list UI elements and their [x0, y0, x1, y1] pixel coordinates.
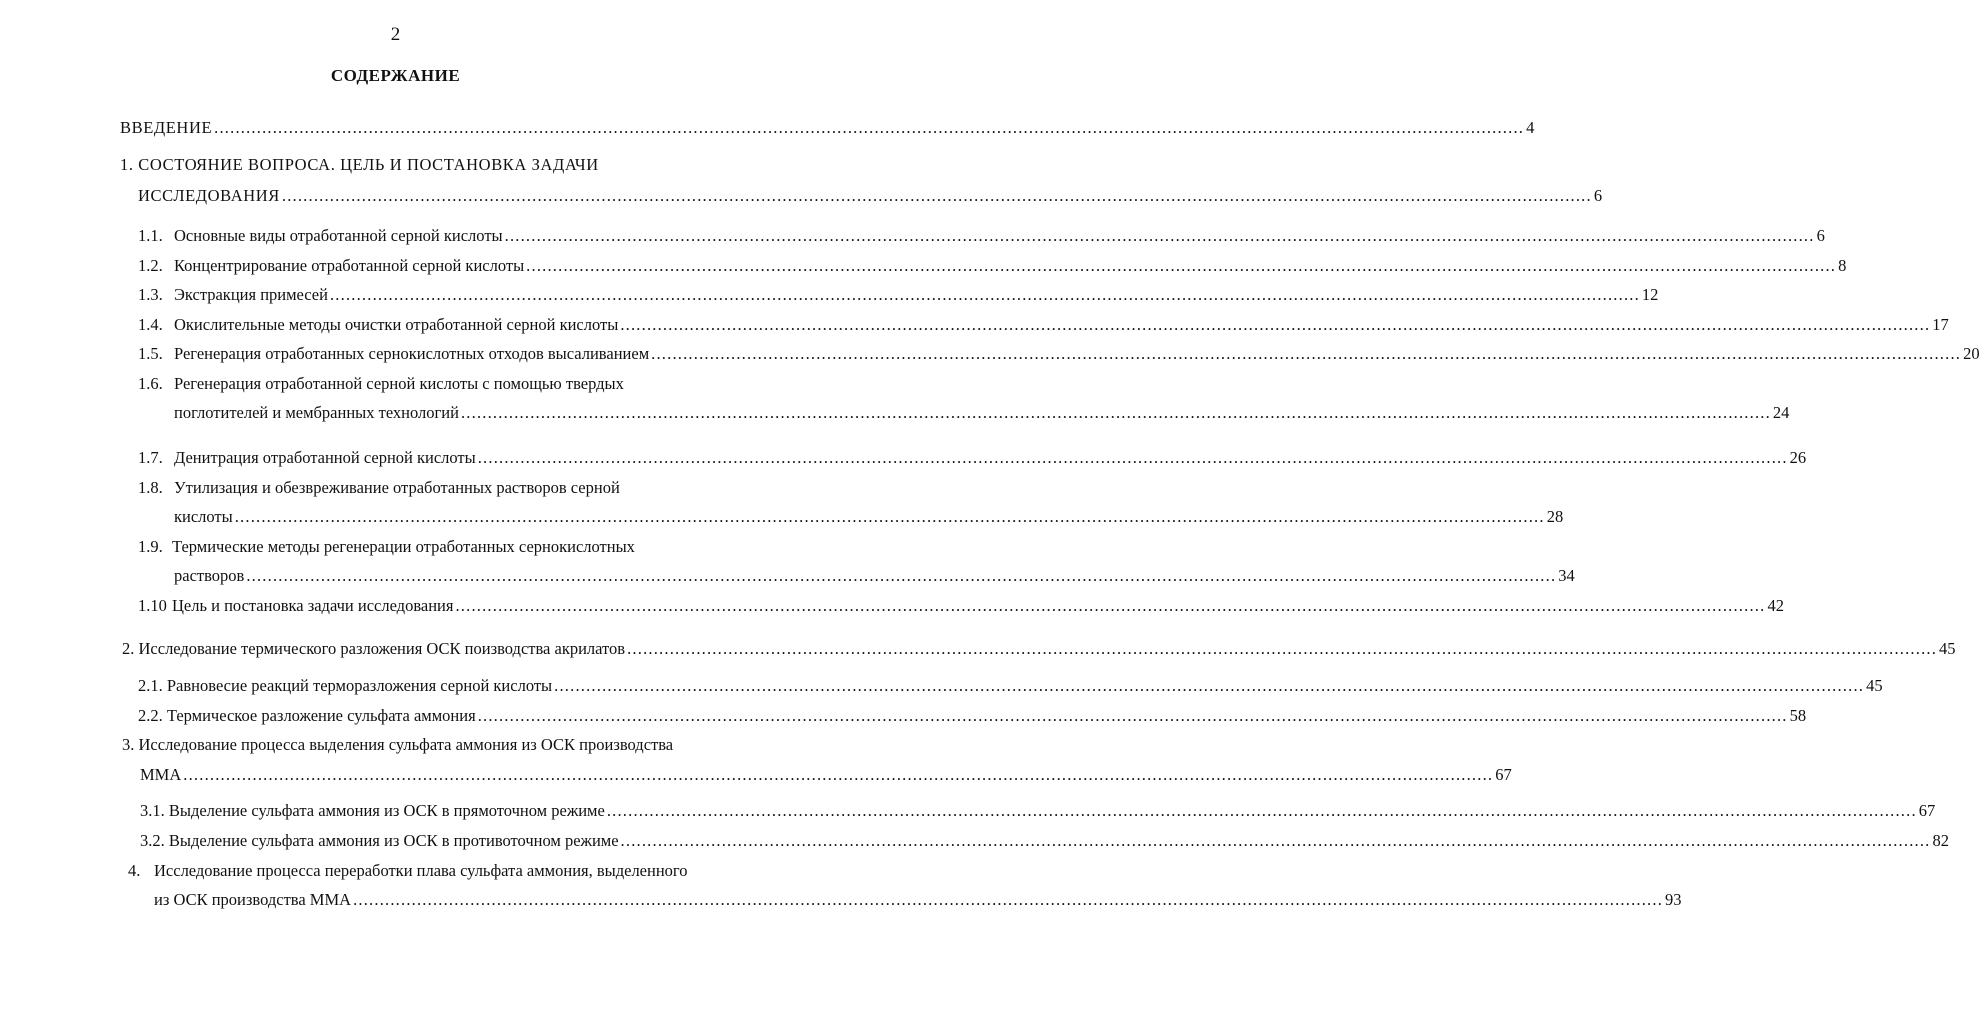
- toc-entry-label: Регенерация отработанной серной кислоты с помощью твердых: [174, 374, 624, 393]
- toc-entry-s3-2: [140, 831, 1949, 853]
- toc-entry-label: Окислительные методы очистки отработанной серной кислоты: [174, 315, 619, 334]
- toc-entry-s1-6-line1: [138, 374, 713, 396]
- toc-entry-number: 1.8.: [138, 478, 163, 497]
- toc-entry-number: 1.7.: [138, 448, 163, 467]
- toc-entry-s1-line2: [138, 186, 1603, 208]
- toc-entry-label: Денитрация отработанной серной кислоты: [174, 448, 476, 467]
- toc-entry-number: 1.6.: [138, 374, 163, 393]
- toc-entry-label: 2.1. Равновесие реакций терморазложения серной кислоты: [138, 676, 553, 695]
- dot-leader: ......................................................................................................................................................................................................................................................: [455, 596, 1766, 615]
- toc-entry-label: из ОСК производства ММА: [154, 890, 352, 909]
- toc-entry-page: 34: [1558, 566, 1575, 585]
- toc-entry-label: ИССЛЕДОВАНИЯ: [138, 186, 280, 205]
- toc-entry-s1-10: [138, 596, 1784, 618]
- toc-entry-s2-1: [138, 676, 1883, 698]
- toc-entry-label: Концентрирование отработанной серной кислоты: [174, 256, 525, 275]
- toc-entry-page: 4: [1526, 118, 1535, 137]
- toc-entry-number: 1.1.: [138, 226, 163, 245]
- toc-entry-label: ВВЕДЕНИЕ: [120, 118, 213, 137]
- dot-leader: ......................................................................................................................................................................................................................................................: [620, 831, 1931, 850]
- dot-leader: ......................................................................................................................................................................................................................................................: [620, 315, 1931, 334]
- toc-entry-page: 8: [1838, 256, 1847, 275]
- toc-entry-s1-line1: [120, 155, 720, 177]
- toc-entry-s3-line1: [122, 735, 722, 757]
- page-number: 2: [390, 24, 401, 45]
- toc-entry-s1-7: [138, 448, 1807, 470]
- toc-entry-s3-1: [140, 801, 1936, 823]
- toc-entry-s1-1: [138, 226, 1825, 248]
- toc-entry-label: 2. Исследование термического разложения ОСК поизводства акрилатов: [122, 639, 626, 658]
- dot-leader: ......................................................................................................................................................................................................................................................: [281, 186, 1592, 205]
- toc-entry-page: 6: [1816, 226, 1825, 245]
- toc-entry-number: 1.9.: [138, 537, 163, 556]
- toc-entry-label: Утилизация и обезвреживание отработанных растворов серной: [174, 478, 620, 497]
- toc-entry-label: 3.2. Выделение сульфата аммония из ОСК в противоточном режиме: [140, 831, 619, 850]
- toc-entry-s1-9-line1: [138, 537, 713, 559]
- toc-entry-s3-line2: [140, 765, 1512, 787]
- toc-entry-s1-6-line2: [174, 403, 1790, 425]
- toc-entry-page: 93: [1665, 890, 1682, 909]
- toc-entry-label: Исследование процесса переработки плава сульфата аммония, выделенного: [154, 861, 688, 880]
- toc-entry-page: 24: [1772, 403, 1790, 422]
- toc-entry-s1-2: [138, 256, 1847, 278]
- toc-entry-number: 1.4.: [138, 315, 163, 334]
- toc-entry-number: 1.10: [138, 596, 167, 615]
- toc-entry-label: 3.1. Выделение сульфата аммония из ОСК в прямоточном режиме: [140, 801, 605, 820]
- toc-entry-number: 1.2.: [138, 256, 163, 275]
- toc-entry-s2-2: [138, 706, 1807, 728]
- toc-entry-number: 1.3.: [138, 285, 163, 304]
- toc-entry-label: Экстракция примесей: [174, 285, 328, 304]
- toc-entry-page: 42: [1767, 596, 1784, 615]
- toc-entry-label: Основные виды отработанной серной кислоты: [174, 226, 503, 245]
- toc-entry-s4-line2: [154, 890, 1682, 912]
- toc-entry-s1-9-line2: [174, 566, 1575, 588]
- toc-entry-label: Цель и постановка задачи исследования: [172, 596, 454, 615]
- toc-entry-page: 26: [1789, 448, 1807, 467]
- toc-entry-label: 2.2. Термическое разложение сульфата аммония: [138, 706, 476, 725]
- toc-entry-label: 1. СОСТОЯНИЕ ВОПРОСА. ЦЕЛЬ И ПОСТАНОВКА ЗАДАЧИ: [120, 155, 599, 174]
- dot-leader: ......................................................................................................................................................................................................................................................: [214, 118, 1525, 137]
- dot-leader: ......................................................................................................................................................................................................................................................: [504, 226, 1815, 245]
- dot-leader: ......................................................................................................................................................................................................................................................: [353, 890, 1664, 909]
- toc-entry-label: Термические методы регенерации отработанных сернокислотных: [172, 537, 635, 556]
- toc-entry-page: 17: [1932, 315, 1949, 334]
- toc-entry-page: 58: [1789, 706, 1807, 725]
- toc-entry-s2: [122, 639, 1956, 661]
- toc-entry-page: 6: [1593, 186, 1603, 205]
- toc-entry-s1-3: [138, 285, 1659, 307]
- toc-entry-label: кислоты: [174, 507, 233, 526]
- toc-entry-page: 45: [1866, 676, 1883, 695]
- toc-entry-page: 67: [1495, 765, 1512, 784]
- page-title: СОДЕРЖАНИЕ: [330, 66, 461, 85]
- dot-leader: ......................................................................................................................................................................................................................................................: [460, 403, 1771, 422]
- dot-leader: ......................................................................................................................................................................................................................................................: [246, 566, 1557, 585]
- toc-entry-page: 12: [1641, 285, 1659, 304]
- dot-leader: ......................................................................................................................................................................................................................................................: [329, 285, 1640, 304]
- toc-entry-number: 4.: [128, 861, 141, 880]
- dot-leader: ......................................................................................................................................................................................................................................................: [234, 507, 1545, 526]
- toc-entry-s1-5: [138, 344, 1980, 366]
- toc-entry-s1-8-line2: [174, 507, 1564, 529]
- toc-entry-intro: [120, 118, 1535, 140]
- dot-leader: ......................................................................................................................................................................................................................................................: [526, 256, 1837, 275]
- dot-leader: ......................................................................................................................................................................................................................................................: [477, 448, 1788, 467]
- toc-entry-label: растворов: [174, 566, 245, 585]
- toc-entry-s1-8-line1: [138, 478, 713, 500]
- toc-entry-s4-line1: [128, 861, 728, 883]
- toc-entry-number: 1.5.: [138, 344, 163, 363]
- toc-entry-page: 67: [1918, 801, 1936, 820]
- toc-entry-label: ММА: [140, 765, 182, 784]
- dot-leader: ......................................................................................................................................................................................................................................................: [651, 344, 1962, 363]
- toc-entry-label: поглотителей и мембранных технологий: [174, 403, 459, 422]
- toc-entry-label: Регенерация отработанных сернокислотных отходов высаливанием: [174, 344, 650, 363]
- dot-leader: ......................................................................................................................................................................................................................................................: [183, 765, 1494, 784]
- dot-leader: ......................................................................................................................................................................................................................................................: [554, 676, 1865, 695]
- toc-entry-s1-4: [138, 315, 1949, 337]
- toc-entry-page: 82: [1932, 831, 1949, 850]
- dot-leader: ......................................................................................................................................................................................................................................................: [606, 801, 1917, 820]
- dot-leader: ......................................................................................................................................................................................................................................................: [477, 706, 1788, 725]
- toc-entry-page: 45: [1939, 639, 1956, 658]
- toc-entry-label: 3. Исследование процесса выделения сульфата аммония из ОСК производства: [122, 735, 674, 754]
- dot-leader: ......................................................................................................................................................................................................................................................: [627, 639, 1938, 658]
- toc-entry-page: 28: [1546, 507, 1564, 526]
- toc-entry-page: 20: [1963, 344, 1980, 363]
